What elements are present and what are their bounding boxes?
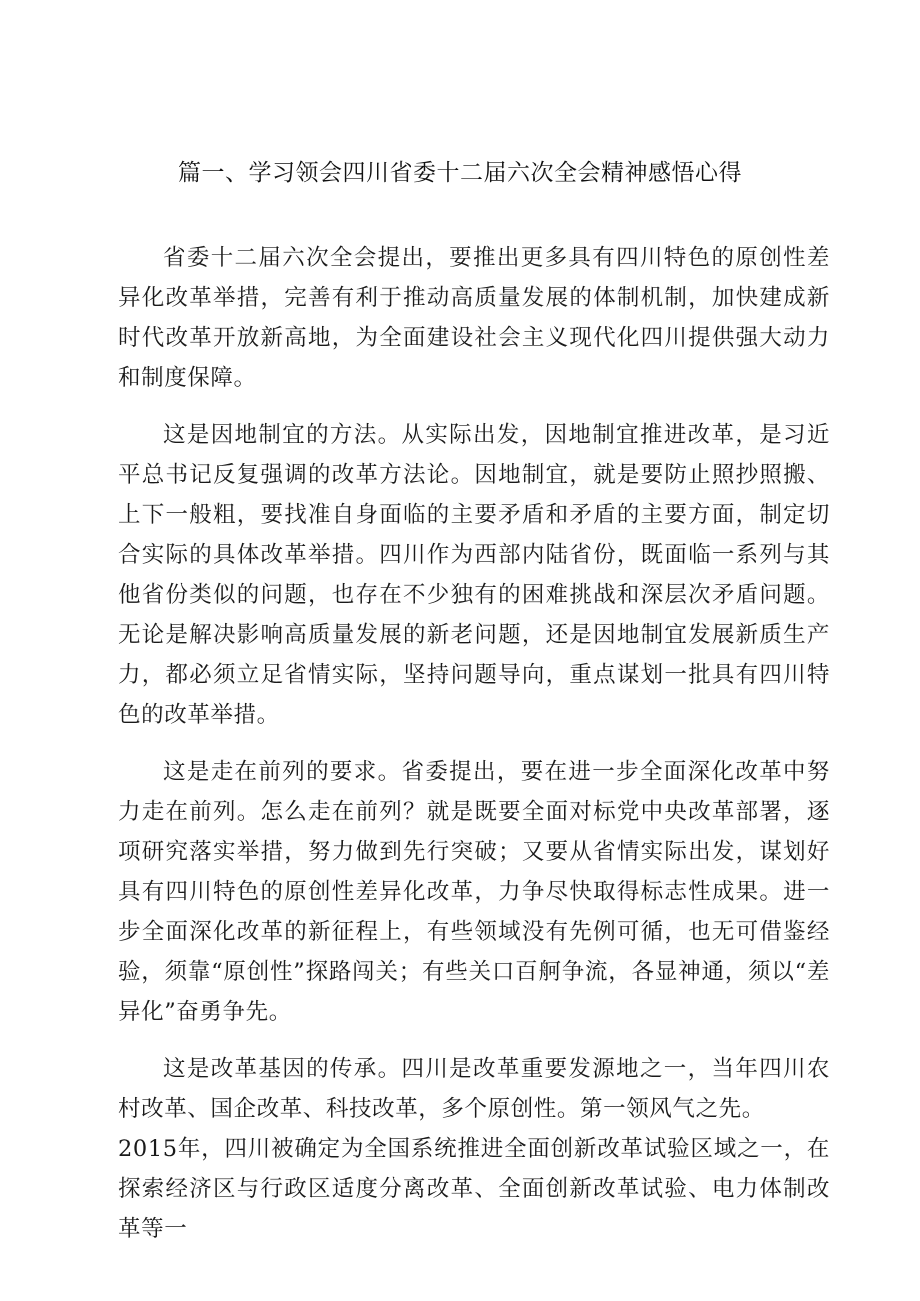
paragraph-local-conditions: 这是因地制宜的方法。从实际出发，因地制宜推进改革，是习近平总书记反复强调的改革方法论。因地制宜，就是要防止照抄照搬、上下一般粗，要找准自身面临的主要矛盾和矛盾的主要方面，制定切合实际的具体改革举措。四川作为西部内陆省份，既面临一系列与其他省份类似的问题，也存在不少独有的困难挑战和深层次矛盾问题。无论是解决影响高质量发展的新老问题，还是因地制宜发展新质生产力，都必须立足省情实际，坚持问题导向，重点谋划一批具有四川特色的改革举措。 (118, 422, 830, 728)
paragraph-lead-the-way: 这是走在前列的要求。省委提出，要在进一步全面深化改革中努力走在前列。怎么走在前列？就是既要全面对标党中央改革部署，逐项研究落实举措，努力做到先行突破；又要从省情实际出发，谋划好具有四川特色的原创性差异化改革，力争尽快取得标志性成果。进一步全面深化改革的新征程上，有些领域没有先例可循，也无可借鉴经验，须靠“原创性”探路闯关；有些关口百舸争流，各显神通，须以“差异化”奋勇争先。 (118, 759, 830, 1025)
document-body (118, 238, 830, 1249)
paragraph-reform-heritage: 这是改革基因的传承。四川是改革重要发源地之一，当年四川农村改革、国企改革、科技改革，多个原创性。第一领风气之先。 (118, 1056, 830, 1122)
paragraph-continuation: 2015年，四川被确定为全国系统推进全面创新改革试验区域之一，在探索经济区与行政区适度分离改革、全面创新改革试验、电力体制改革等一 (118, 1136, 830, 1242)
paragraph-intro: 省委十二届六次全会提出，要推出更多具有四川特色的原创性差异化改革举措，完善有利于推动高质量发展的体制机制，加快建成新时代改革开放新高地，为全面建设社会主义现代化四川提供强大动力和制度保障。 (118, 245, 830, 391)
document-title: 篇一、学习领会四川省委十二届六次全会精神感悟心得 (178, 160, 742, 186)
